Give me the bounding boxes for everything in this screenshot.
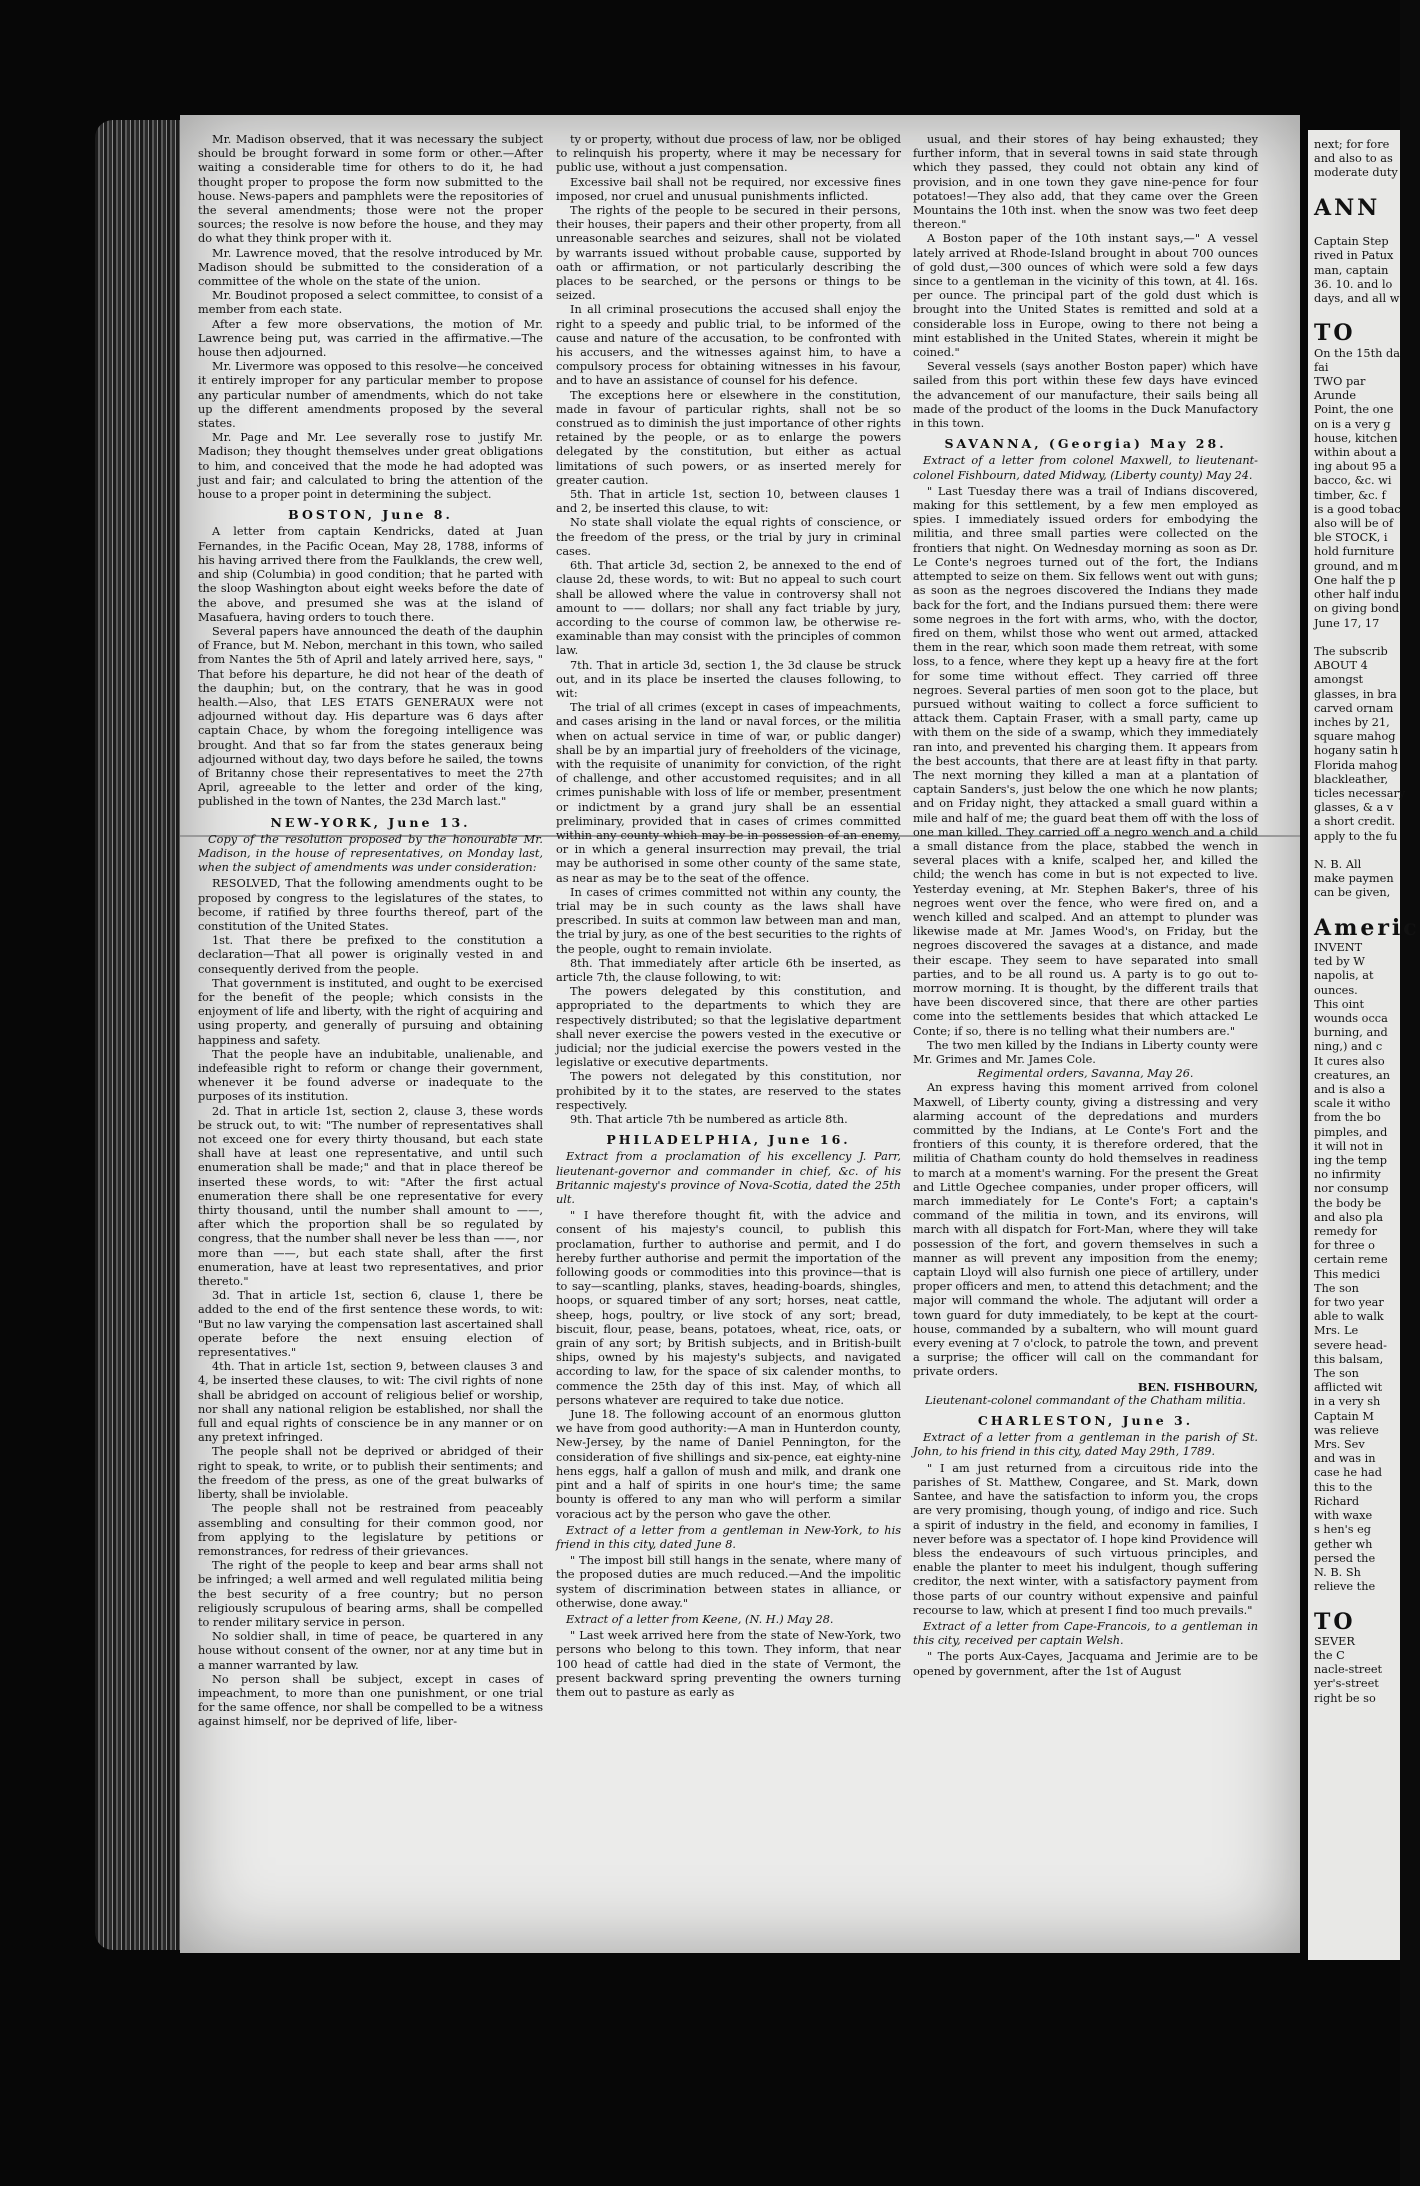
adjacent-page-line: inches by 21, — [1314, 715, 1390, 729]
adjacent-page-line: napolis, at — [1314, 969, 1374, 983]
adjacent-page-line: This medici — [1314, 1267, 1380, 1281]
paragraph: BEN. FISHBOURN, — [1137, 1379, 1258, 1394]
adjacent-page-line: creatures, an — [1314, 1068, 1391, 1082]
paragraph: Several papers have announced the death of the dauphin of France, but M. Nebon, merchant in this town, who sailed from Nantes the 5th of April and lately arrived here, says, " That before his departure, he did not hear of the death of the dauphin; but, on the contrary, that he was in good health.—Also, that LES ETATS GENERAUX were not adjourned without day. His departure was 6 days after captain Chace, by whom the foregoing intelligence was brought. And that so far from the states generaux being adjourned without day, two days before he sailed, the towns of Britanny chose their representatives to meet the 27th April, agreeable to the letter and order of the king, published in the town of Nantes, the 23d March last." — [198, 624, 543, 809]
paragraph: The powers not delegated by this constitution, nor prohibited by it to the states, are reserved to the states respectively. — [556, 1070, 901, 1112]
adjacent-page-line: INVENT — [1314, 940, 1363, 954]
adjacent-page-line — [1314, 901, 1398, 915]
paragraph: No person shall be subject, except in cases of impeachment, to more than one punishment, or one trial for the same offence, nor shall be compelled to be a witness against himself, nor be deprived of life, liber- — [198, 1672, 543, 1729]
adjacent-page-line: a short credit. — [1314, 815, 1396, 829]
paragraph: " The ports Aux-Cayes, Jacquama and Jerimie are to be opened by government, after the 1st of August — [913, 1650, 1258, 1678]
adjacent-page-line: Richard — [1314, 1494, 1360, 1508]
paragraph: 6th. That article 3d, section 2, be annexed to the end of clause 2d, these words, to wit: But no appeal to such court shall be allowed where the value in controversy shall not amount to —— dollars; nor shall any fact triable by jury, according to the course of common law, be otherwise re-examinable than may consist with the principles of common law. — [556, 559, 901, 658]
paragraph: " Last Tuesday there was a trail of Indians discovered, making for this settlement, by a few men employed as spies. I immediately issued orders for embodying the militia, and three small parties were collected on the frontiers that night. On Wednesday morning as soon as Dr. Le Conte's negroes turned out of the fort, the Indians attempted to seize on them. Six fellows went out with guns; as soon as the negroes discovered the Indians they made back for the fort, and the Indians pursued them: there were some negroes in the fort with arms, who, with the doctor, fired on them, whilst those who went out armed, attacked them in the rear, which soon made them retreat, with some loss, to a fence, where they kept up a heavy fire at the fort for some time without effect. They carried off three negroes. Several parties of men soon got to the place, but pursued without waiting to collect a force sufficient to attack them. Captain Fraser, with a small party, came up with them on the side of a swamp, which they immediately ran into, and prevented his charging them. It appears from the best accounts, that there are at least fifty in that party. The next morning they killed a man at a plantation of captain Sanders's, just below the one which he now plants; and on Friday night, they attacked a small guard within a mile and half of me; the guard beat them off with the loss of one man killed. They carried off a negro wench and a child a small distance from the place, stabbed the wench in several places with a knife, scalped her, and killed the child; the wench has come in but is not expected to live. Yesterday evening, at Mr. Stephen Baker's, three of his negroes went over the fence, who were fired on, and a wench killed and scalped. And an attempt to plunder was likewise made at Mr. James Wood's, on Friday, but the negroes discovered the savages at a distance, and made their escape. They seem to have separated into small parties, and to be all round us. A party is to go out to-morrow morning. It is thought, by the different trails that have been discovered since, that there are other parties come into the settlements besides that which attacked Le Conte; if so, there is no telling what their numbers are." — [913, 484, 1258, 1038]
adjacent-page-line: was relieve — [1314, 1423, 1379, 1437]
adjacent-page-line: the C — [1314, 1648, 1345, 1662]
adjacent-page-line: The son — [1314, 1281, 1359, 1295]
adjacent-page-line: on is a very g — [1314, 417, 1391, 431]
adjacent-page-line: timber, &c. f — [1314, 488, 1386, 502]
paragraph: In all criminal prosecutions the accused shall enjoy the right to a speedy and public trial, to be informed of the cause and nature of the accusation, to be confronted with his accusers, and the witnesses against him, to have a compulsory process for obtaining witnesses in his favour, and to have an assistance of counsel for his defence. — [556, 303, 901, 388]
adjacent-page-line: N. B. All — [1314, 857, 1362, 871]
article-intro: Extract from a proclamation of his excellency J. Parr, lieutenant-governor and commander in chief, &c. of his Britannic majesty's province of Nova-Scotia, dated the 25th ult. — [556, 1150, 901, 1207]
paragraph: A letter from captain Kendricks, dated at Juan Fernandes, in the Pacific Ocean, May 28, 1788, informs of his having arrived there from the Faulklands, the crew well, and ship (Columbia) in good condition; that he parted with the sloop Washington about eight weeks before the date of the above, and presumed she was at the island of Masafuera, having orders to touch there. — [198, 525, 543, 624]
paragraph: That government is instituted, and ought to be exercised for the benefit of the people; which consists in the enjoyment of life and liberty, with the right of acquiring and using property, and generally of pursuing and obtaining happiness and safety. — [198, 976, 543, 1047]
adjacent-page-line: ABOUT 4 — [1314, 659, 1368, 673]
adjacent-page-line: carved ornam — [1314, 701, 1394, 715]
paragraph: 3d. That in article 1st, section 6, clause 1, there be added to the end of the first sentence these words, to wit: "But no law varying the compensation last ascertained shall operate before the next ensuing election of representatives." — [198, 1289, 543, 1360]
column-left — [198, 133, 543, 1730]
adjacent-page-line: ing about 95 a — [1314, 460, 1397, 474]
paragraph: The people shall not be deprived or abridged of their right to speak, to write, or to publish their sentiments; and the freedom of the press, as one of the great bulwarks of liberty, shall be inviolable. — [198, 1445, 543, 1502]
adjacent-page-line: Americ — [1314, 914, 1420, 941]
article-intro: Extract of a letter from a gentleman in the parish of St. John, to his friend in this city, dated May 29th, 1789. — [913, 1431, 1258, 1459]
paragraph: Excessive bail shall not be required, nor excessive fines imposed, nor cruel and unusual punishments inflicted. — [556, 175, 901, 203]
adjacent-page-line — [1314, 631, 1398, 645]
adjacent-page-line: ticles necessary — [1314, 786, 1406, 800]
paragraph: The exceptions here or elsewhere in the constitution, made in favour of particular rights, shall not be so construed as to diminish the just importance of other rights retained by the people, or as to enlarge the powers delegated by the constitution, but either as actual limitations of such powers, or as inserted merely for greater caution. — [556, 388, 901, 487]
adjacent-page-line — [1314, 221, 1398, 235]
adjacent-page-line: Point, the one — [1314, 403, 1394, 417]
paragraph: No state shall violate the equal rights of conscience, or the freedom of the press, or the trial by jury in criminal cases. — [556, 516, 901, 558]
adjacent-page-line: scale it witho — [1314, 1097, 1391, 1111]
adjacent-page-line: and was in — [1314, 1452, 1376, 1466]
paragraph: 8th. That immediately after article 6th be inserted, as article 7th, the clause following, to wit: — [556, 956, 901, 984]
paragraph: ty or property, without due process of law, nor be obliged to relinquish his property, where it may be necessary for public use, without a just compensation. — [556, 133, 901, 175]
dateline-heading: CHARLESTON, June 3. — [977, 1413, 1194, 1429]
adjacent-page-line: Mrs. Sev — [1314, 1438, 1365, 1452]
paragraph: The powers delegated by this constitution, and appropriated to the departments to which they are respectively distributed; so that the legislative department shall never exercise the powers vested in the executive or judicial; nor the judicial exercise the powers vested in the legislative or executive departments. — [556, 985, 901, 1070]
paragraph: A Boston paper of the 10th instant says,—" A vessel lately arrived at Rhode-Island brought in about 700 ounces of gold dust,—300 ounces of which were sold a few days since to a gentleman in the vicinity of this town, at 4l. 16s. per ounce. The principal part of the gold dust which is brought into the United States is remitted and sold at a considerable loss in Europe, owing to there not being a mint established in the United States, wherein it might be coined." — [913, 232, 1258, 360]
adjacent-page-line: case he had — [1314, 1466, 1382, 1480]
dateline-heading: PHILADELPHIA, June 16. — [606, 1132, 851, 1148]
adjacent-page-line: s hen's eg — [1314, 1523, 1372, 1537]
adjacent-page-line: man, captain — [1314, 263, 1389, 277]
adjacent-page-line: It cures also — [1314, 1054, 1385, 1068]
paragraph: " The impost bill still hangs in the senate, where many of the proposed duties are much reduced.—And the impolitic system of discrimination between states in alliance, or otherwise, done away." — [556, 1554, 901, 1610]
paragraph: Regimental orders, Savanna, May 26. — [977, 1067, 1194, 1081]
adjacent-page-line: blackleather, — [1314, 772, 1389, 786]
article-intro: Extract of a letter from Keene, (N. H.) May 28. — [566, 1612, 834, 1626]
adjacent-page-line: ted by W — [1314, 955, 1365, 969]
adjacent-page-line: The son — [1314, 1367, 1359, 1381]
adjacent-page-line: ANN — [1314, 194, 1381, 221]
adjacent-page-line: house, kitchen — [1314, 431, 1398, 445]
adjacent-page-line: fai — [1314, 360, 1329, 374]
paragraph: In cases of crimes committed not within any county, the trial may be in such county as the laws shall have prescribed. In suits at common law between man and man, the trial by jury, as one of the best securities to the rights of the people, ought to remain inviolate. — [556, 885, 901, 956]
adjacent-page-line: it will not in — [1314, 1139, 1383, 1153]
adjacent-page-line: hold furniture — [1314, 545, 1395, 559]
adjacent-page-line: and also pla — [1314, 1210, 1383, 1224]
adjacent-page-line: bacco, &c. wi — [1314, 474, 1392, 488]
adjacent-page-line: On the 15th da — [1314, 346, 1400, 360]
adjacent-page-line: nor consump — [1314, 1182, 1389, 1196]
adjacent-page-line: nacle-street — [1314, 1663, 1383, 1677]
adjacent-page-line: in a very sh — [1314, 1395, 1381, 1409]
adjacent-page-line: June 17, 17 — [1314, 616, 1380, 630]
newspaper-page — [180, 115, 1300, 1953]
adjacent-page-line: burning, and — [1314, 1026, 1388, 1040]
paragraph: No soldier shall, in time of peace, be quartered in any house without consent of the owner, nor at any time but in a manner warranted by law. — [198, 1630, 543, 1672]
adjacent-page-line: this to the — [1314, 1480, 1373, 1494]
paragraph: The people shall not be restrained from peaceably assembling and consulting for their common good, nor from applying to the legislature by petitions or remonstrances, for redress of their grievances. — [198, 1502, 543, 1558]
adjacent-page-line: N. B. Sh — [1314, 1565, 1361, 1579]
adjacent-page-line: for two year — [1314, 1296, 1384, 1310]
adjacent-page-line: ounces. — [1314, 983, 1358, 997]
adjacent-page-line: this balsam, — [1314, 1352, 1384, 1366]
adjacent-page-fragment — [1308, 130, 1420, 1960]
adjacent-page-line: Captain Step — [1314, 235, 1389, 249]
adjacent-page-line: yer's-street — [1314, 1677, 1379, 1691]
paragraph: usual, and their stores of hay being exhausted; they further inform, that in several towns in said state through which they passed, they could not obtain any kind of provision, and in one town they gave nine-pence for four potatoes!—They also add, that they came over the Green Mountains the 10th inst. when the snow was two feet deep thereon." — [913, 133, 1258, 232]
adjacent-page-line: able to walk — [1314, 1310, 1384, 1324]
adjacent-page-line: can be given, — [1314, 886, 1391, 900]
adjacent-page-line: moderate duty — [1314, 166, 1398, 180]
paragraph: 1st. That there be prefixed to the constitution a declaration—That all power is originally vested in and consequently derived from the people. — [198, 934, 543, 976]
paragraph: Lieutenant-colonel commandant of the Chatham militia. — [925, 1393, 1246, 1407]
paragraph: The rights of the people to be secured in their persons, their houses, their papers and their other property, from all unreasonable searches and seizures, shall not be violated by warrants issued without probable cause, supported by oath or affirmation, or not particularly describing the places to be searched, or the persons or things to be seized. — [556, 204, 901, 303]
paragraph: 9th. That article 7th be numbered as article 8th. — [570, 1113, 848, 1127]
adjacent-page-line — [1314, 181, 1398, 195]
paragraph: " I am just returned from a circuitous ride into the parishes of St. Matthew, Congaree, and St. Mark, down Santee, and have the satisfaction to inform you, the crops are very promising, though young, of indigo and rice. Such a spirit of industry in the field, and economy in families, I never before was a spectator of. I hope kind Providence will bless the endeavours of such virtuous principles, and enable the planter to meet his indulgent, though suffering creditor, the next winter, with a satisfactory payment from those parts of our country without expensive and painful recourse to law, which at present I find too much prevails." — [913, 1461, 1258, 1617]
paragraph: Mr. Madison observed, that it was necessary the subject should be brought forward in some form or other.—After waiting a considerable time for others to do it, he had thought proper to propose the form now submitted to the house. News-papers and pamphlets were the repositories of the several amendments; those were not the proper sources; the resolve is now before the house, and they may do what they think proper with it. — [198, 133, 543, 246]
adjacent-page-line: pimples, and — [1314, 1125, 1388, 1139]
paragraph: After a few more observations, the motion of Mr. Lawrence being put, was carried in the affirmative.—The house then adjourned. — [198, 317, 543, 360]
adjacent-page-line: certain reme — [1314, 1253, 1388, 1267]
adjacent-page-line: with waxe — [1314, 1509, 1373, 1523]
column-right — [913, 133, 1258, 1679]
adjacent-page-line: TO — [1314, 1608, 1356, 1635]
paragraph: Mr. Lawrence moved, that the resolve introduced by Mr. Madison should be submitted to the consideration of a committee of the whole on the state of the union. — [198, 246, 543, 289]
adjacent-page-line: The subscrib — [1314, 644, 1388, 658]
adjacent-page-line: One half the p — [1314, 573, 1396, 587]
adjacent-page-text — [1308, 130, 1420, 1706]
adjacent-page-line: next; for fore — [1314, 138, 1390, 151]
adjacent-page-line: is a good tobac — [1314, 502, 1401, 516]
paragraph: Mr. Livermore was opposed to this resolve—he conceived it entirely improper for any particular member to propose any particular number of amendments, which do not take up the different amendments proposed by the several states. — [198, 360, 543, 431]
adjacent-page-line: days, and all w — [1314, 292, 1400, 306]
paragraph: " Last week arrived here from the state of New-York, two persons who belong to this town. They inform, that near 100 head of cattle had died in the state of Vermont, the present backward spring preventing the owners turning them out to pasture as early as — [556, 1629, 901, 1699]
adjacent-page-line: Arunde — [1314, 389, 1357, 403]
adjacent-page-line: afflicted wit — [1314, 1381, 1383, 1395]
adjacent-page-line: glasses, & a v — [1314, 801, 1394, 815]
adjacent-page-line: relieve the — [1314, 1580, 1376, 1594]
adjacent-page-line: ing the temp — [1314, 1154, 1387, 1168]
paragraph: The right of the people to keep and bear arms shall not be infringed; a well armed and well regulated militia being the best security of a free country; but no person religiously scrupulous of bearing arms, shall be compelled to render military service in person. — [198, 1559, 543, 1629]
paragraph: The trial of all crimes (except in cases of impeachments, and cases arising in the land or naval forces, or the militia when on actual service in time of war, or public danger) shall be by an impartial jury of freeholders of the vicinage, with the requisite of unanimity for conviction, of the right of challenge, and other accustomed requisites; and in all crimes punishable with loss of life or member, presentment or indictment by a grand jury shall be an essential preliminary, provided that in cases of crimes committed within any county which may be in possession of an enemy, or in which a general insurrection may prevail, the trial may be authorised in some other county of the same state, as near as may be to the seat of the offence. — [556, 701, 901, 885]
paragraph: 2d. That in article 1st, section 2, clause 3, these words be struck out, to wit: "The number of representatives shall not exceed one for every thirty thousand, but each state shall have at least one representative, and until such enumeration shall be made;" and that in place thereof be inserted these words, to wit: "After the first actual enumeration there shall be one representative for every thirty thousand, until the number shall amount to ——, after which the proportion shall be so regulated by congress, that the number shall never be less than ——, nor more than ——, but each state shall, after the first enumeration, have at least two representatives, and prior thereto." — [198, 1104, 543, 1289]
adjacent-page-line: SEVER — [1314, 1634, 1355, 1648]
adjacent-page-line: right be so — [1314, 1691, 1376, 1705]
adjacent-page-line: Captain M — [1314, 1409, 1374, 1423]
adjacent-page-line: make paymen — [1314, 872, 1394, 886]
paragraph: Mr. Boudinot proposed a select committee, to consist of a member from each state. — [198, 289, 543, 317]
adjacent-page-line: apply to the fu — [1314, 829, 1398, 843]
adjacent-page-line: rived in Patux — [1314, 249, 1394, 263]
paragraph: 5th. That in article 1st, section 10, between clauses 1 and 2, be inserted this clause, to wit: — [556, 488, 901, 516]
paragraph: The two men killed by the Indians in Liberty county were Mr. Grimes and Mr. James Cole. — [913, 1038, 1258, 1066]
adjacent-page-line — [1314, 844, 1398, 858]
adjacent-page-line: remedy for — [1314, 1225, 1378, 1239]
adjacent-page-line: also will be of — [1314, 517, 1394, 531]
adjacent-page-line: no infirmity — [1314, 1168, 1381, 1182]
adjacent-page-line: within about a — [1314, 446, 1397, 460]
paragraph: RESOLVED, That the following amendments ought to be proposed by congress to the legislatures of the states, to become, if ratified by three fourths thereof, part of the constitution of the United States. — [198, 877, 543, 933]
article-intro: Copy of the resolution proposed by the honourable Mr. Madison, in the house of representatives, on Monday last, when the subject of amendments was under consideration: — [198, 832, 543, 875]
adjacent-page-line: glasses, in bra — [1314, 687, 1397, 701]
adjacent-page-line: for three o — [1314, 1239, 1375, 1253]
paragraph: 4th. That in article 1st, section 9, between clauses 3 and 4, be inserted these clauses, to wit: The civil rights of none shall be abridged on account of religious belief or worship, nor shall any national religion be established, nor shall the full and equal rights of conscience be in any manner or on any pretext infringed. — [198, 1360, 543, 1445]
adjacent-page-line: amongst — [1314, 673, 1364, 687]
paragraph: An express having this moment arrived from colonel Maxwell, of Liberty county, giving a distressing and very alarming account of the depredations and murders committed by the Indians, at Le Conte's Fort and the frontiers of this county, it is therefore ordered, that the militia of Chatham county do hold themselves in readiness to march at a moment's warning. For the present the Great and Little Ogechee companies, under proper officers, will march immediately for Le Conte's Fort; a captain's command of the militia in town, and its environs, will march with all dispatch for Fort-Man, where they will take possession of the fort, and govern themselves in such a manner as will prevent any imposition from the enemy; captain Lloyd will also furnish one piece of artillery, under proper officers and men, to attend this detachment; and the major will command the whole. The adjutant will order a town guard for duty immediately, to be kept at the court-house, commanded by a subaltern, who will mount guard every evening at 7 o'clock, to patrole the town, and prevent a surprise; the officer will call on the commandant for private orders. — [913, 1081, 1258, 1379]
article-intro: Extract of a letter from a gentleman in New-York, to his friend in this city, dated June 8. — [556, 1523, 901, 1551]
adjacent-page-line: on giving bond — [1314, 602, 1400, 616]
adjacent-page-line — [1314, 1594, 1398, 1608]
adjacent-page-line — [1314, 306, 1398, 320]
column-middle — [556, 133, 901, 1700]
adjacent-page-line: square mahog — [1314, 730, 1396, 744]
dateline-heading: BOSTON, June 8. — [288, 507, 453, 523]
adjacent-page-line: TO — [1314, 320, 1356, 347]
adjacent-page-line: hogany satin h — [1314, 744, 1399, 758]
adjacent-page-line: other half indu — [1314, 588, 1400, 602]
adjacent-page-line: Mrs. Le — [1314, 1324, 1359, 1338]
book-spine — [95, 120, 185, 1950]
adjacent-page-line: ble STOCK, i — [1314, 531, 1388, 545]
adjacent-page-line: 36. 10. and lo — [1314, 277, 1393, 291]
adjacent-page-line: Florida mahog — [1314, 758, 1398, 772]
adjacent-page-line: This oint — [1314, 997, 1365, 1011]
paragraph: Mr. Page and Mr. Lee severally rose to justify Mr. Madison; they thought themselves under great obligations to him, and conceived that the mode he had adopted was just and fair; and calculated to bring the attention of the house to a proper point in determining the subject. — [198, 431, 543, 502]
adjacent-page-line: severe head- — [1314, 1338, 1387, 1352]
adjacent-page-line: wounds occa — [1314, 1011, 1388, 1025]
article-intro: Extract of a letter from colonel Maxwell, to lieutenant-colonel Fishbourn, dated Midway, (Liberty county) May 24. — [913, 454, 1258, 482]
paragraph: Several vessels (says another Boston paper) which have sailed from this port within these few days have evinced the advancement of our manufacture, their sails being all made of the product of the looms in the Duck Manufactory in this town. — [913, 360, 1258, 431]
dateline-heading: SAVANNA, (Georgia) May 28. — [944, 436, 1227, 452]
article-intro: Extract of a letter from Cape-Francois, to a gentleman in this city, received per captain Welsh. — [913, 1619, 1258, 1648]
paragraph: That the people have an indubitable, unalienable, and indefeasible right to reform or change their government, whenever it be found adverse or inadequate to the purposes of its institution. — [198, 1047, 543, 1104]
adjacent-page-line: and is also a — [1314, 1083, 1386, 1096]
adjacent-page-line: ning,) and c — [1314, 1040, 1383, 1054]
paragraph: June 18. The following account of an enormous glutton we have from good authority:—A man in Hunterdon county, New-Jersey, by the name of Daniel Pennington, for the consideration of five shillings and six-pence, eat eighty-nine hens eggs, half a gallon of mush and milk, and drank one pint and a half of spirits in one hour's time; the same bounty is offered to any man who will perform a similar voracious act by the person who gave the other. — [556, 1408, 901, 1521]
adjacent-page-line: gether wh — [1314, 1537, 1373, 1551]
adjacent-page-line: persed the — [1314, 1551, 1376, 1565]
dateline-heading: NEW-YORK, June 13. — [270, 814, 471, 830]
paragraph: 7th. That in article 3d, section 1, the 3d clause be struck out, and in its place be inserted the clauses following, to wit: — [556, 658, 901, 700]
adjacent-page-line: and also to as — [1314, 152, 1393, 166]
adjacent-page-line: TWO par — [1314, 375, 1366, 389]
adjacent-page-line: the body be — [1314, 1196, 1382, 1210]
paragraph: " I have therefore thought fit, with the advice and consent of his majesty's council, to publish this proclamation, further to authorise and permit, and I do hereby further authorise and permit the importation of the following goods or commodities into this province—that is to say—scantling, planks, staves, heading-boards, shingles, hoops, or squared timber of any sort; horses, neat cattle, sheep, hogs, poultry, or live stock of any sort; bread, biscuit, flour, pease, beans, potatoes, wheat, rice, oats, or grain of any sort; by British subjects, and in British-built ships, owned by his majesty's subjects, and navigated according to law, for the space of six calender months, to commence the 25th day of this inst. May, of which all persons whatever are required to take due notice. — [556, 1209, 901, 1407]
adjacent-page-line: ground, and m — [1314, 559, 1398, 573]
adjacent-page-line: from the bo — [1314, 1111, 1381, 1125]
